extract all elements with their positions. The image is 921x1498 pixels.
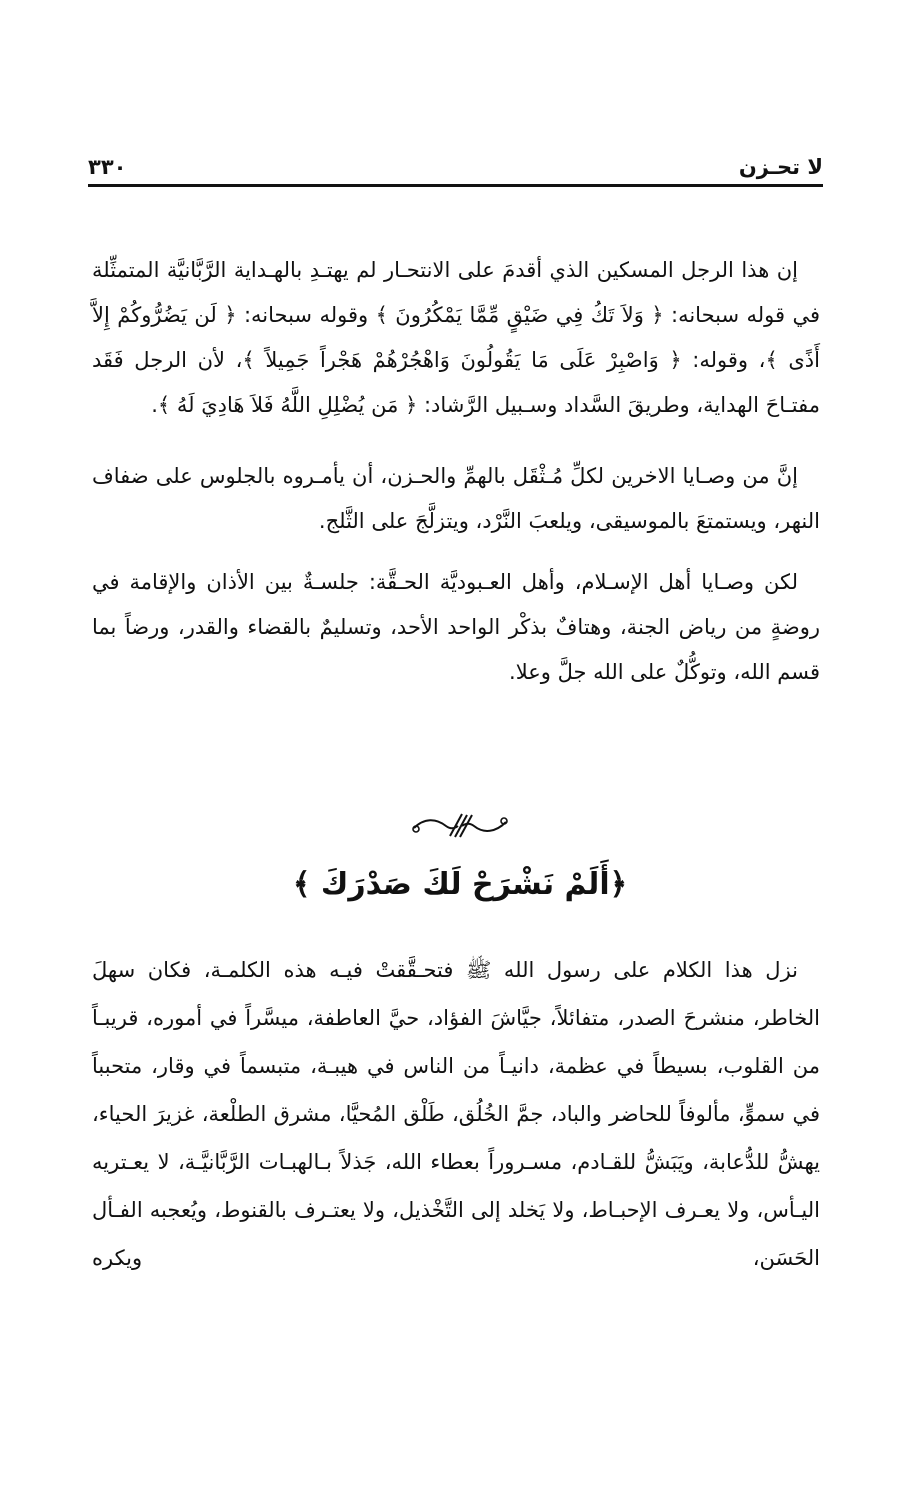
paragraph-2: إنَّ من وصـايا الاخرين لكلِّ مُـثْقَل بالهمِّ والحـزن، أن يأمـروه بالجلوس على ضفاف النهر، ويستمتعَ بالموسيقى، ويلعبَ النَّرْد، ويتزلَّجَ على الثَّلج. [92, 464, 820, 533]
section-text [92, 946, 820, 1282]
paragraph-3: لكن وصـايا أهل الإسـلام، وأهل العـبوديَّة الحـقَّة: جلسـةٌ بين الأذان والإقامة في روضةٍ من رياض الجنة، وهتافٌ بذكْر الواحد الأحد، وتسليمٌ بالقضاء والقدر، ورضاً بما قسم الله، وتوكُّلٌ على الله جلَّ وعلا. [92, 570, 820, 684]
header-rule [88, 184, 823, 187]
page-header [88, 152, 823, 182]
running-title: لا تحـزن [738, 155, 823, 179]
main-text [92, 248, 820, 695]
section-heading: ﴿أَلَمْ نَشْرَحْ لَكَ صَدْرَكَ ﴾ [292, 867, 628, 902]
section-paragraph: نزل هذا الكلام على رسول الله ﷺ فتحـقَّقتْ فيـه هذه الكلمـة، فكان سهلَ الخاطر، منشرحَ الصدر، متفائلاً، جيَّاشَ الفؤاد، حيَّ العاطفة، ميسَّراً في أموره، قريبـاً من القلوب، بسيطاً في عظمة، دانيـاً من الناس في هيبـة، متبسماً في وقار، متحبباً في سموٍّ، مألوفاً للحاضر والباد، جمَّ الخُلُق، طَلْق المُحيَّا، مشرق الطلْعة، غزيرَ الحياء، يهشُّ للدُّعابة، ويَبَشُّ للقـادم، مسـروراً بعطاء الله، جَذلاً بـالهبـات الرَّبَّانيَّـة، لا يعـتريه اليـأس، ولا يعـرف الإحبـاط، ولا يَخلد إلى التَّخْذيل، ولا يعتـرف بالقنوط، ويُعجبه الفـأل الحَسَن، ويكره [92, 958, 820, 1270]
paragraph-1: إن هذا الرجل المسكين الذي أقدمَ على الانتحـار لم يهتـدِ بالهـداية الرَّبَّانيَّة المتمثِّلة في قوله سبحانه: ﴿ وَلاَ تَكُ فِي ضَيْقٍ مِّمَّا يَمْكُرُونَ ﴾ وقوله سبحانه: ﴿ لَن يَضُرُّوكُمْ إِلاَّ أَذًى ﴾، وقوله: ﴿ وَاصْبِرْ عَلَى مَا يَقُولُونَ وَاهْجُرْهُمْ هَجْراً جَمِيلاً ﴾، لأن الرجل فَقَد مفتـاحَ الهداية، وطريقَ السَّداد وسـبيل الرَّشاد: ﴿ مَن يُضْلِلِ اللَّهُ فَلاَ هَادِيَ لَهُ ﴾. [92, 258, 820, 417]
page-number: ٣٣٠ [88, 155, 127, 179]
section-divider-ornament-icon [410, 810, 510, 840]
